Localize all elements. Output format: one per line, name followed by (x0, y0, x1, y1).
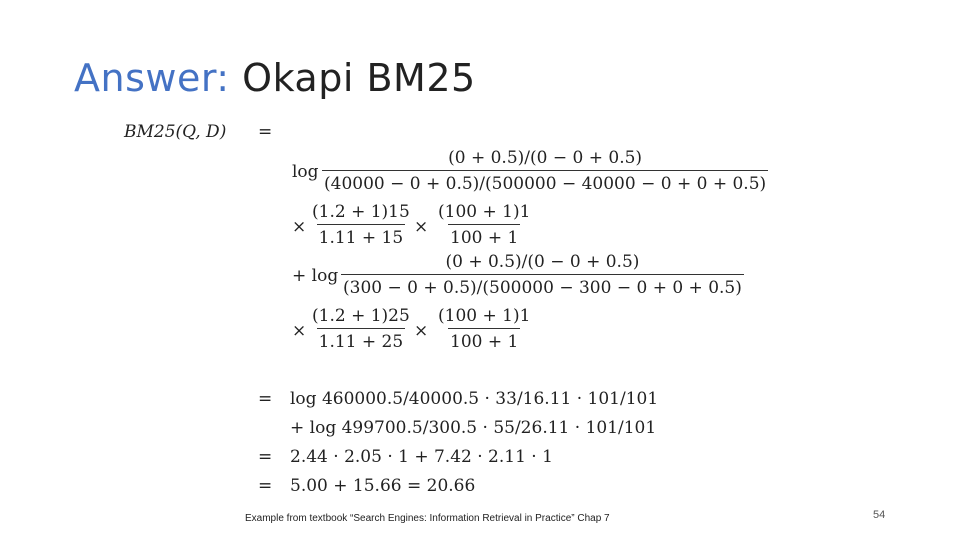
equation-equals: = (258, 122, 273, 142)
term1-log: log (292, 162, 319, 182)
term2-fraction (341, 252, 744, 298)
factor2-times-b: × (414, 321, 429, 341)
factor1-times-b: × (414, 217, 429, 237)
factor2-numerator-b: (100 + 1)1 (438, 306, 531, 326)
factor2-denominator-b: 100 + 1 (448, 328, 520, 352)
step3-equals: = (258, 447, 273, 467)
factor1-fraction-b (436, 202, 532, 248)
factor1-numerator-b: (100 + 1)1 (438, 202, 531, 222)
term2-denominator: (300 − 0 + 0.5)/(500000 − 300 − 0 + 0 + 0.5) (341, 274, 744, 298)
factor2-fraction-b (436, 306, 532, 352)
title-main: Okapi BM25 (229, 56, 476, 100)
term2-plus-log: + log (292, 266, 339, 286)
title-accent: Answer: (74, 56, 230, 100)
factor2-fraction-a (310, 306, 412, 352)
factor2-denominator-a: 1.11 + 25 (317, 328, 406, 352)
term1-denominator: (40000 − 0 + 0.5)/(500000 − 40000 − 0 + 0 + 0.5) (322, 170, 768, 194)
factor1-times-a: × (292, 217, 307, 237)
factor1-denominator-a: 1.11 + 15 (317, 224, 406, 248)
source-footnote: Example from textbook “Search Engines: Information Retrieval in Practice” Chap 7 (245, 513, 610, 524)
factor2-numerator-a: (1.2 + 1)25 (312, 306, 410, 326)
term1-numerator: (0 + 0.5)/(0 − 0 + 0.5) (448, 148, 643, 168)
step2-expression: + log 499700.5/300.5 · 55/26.11 · 101/101 (290, 418, 657, 438)
factor1-denominator-b: 100 + 1 (448, 224, 520, 248)
equation-lhs: BM25(Q, D) (124, 122, 227, 142)
term2-numerator: (0 + 0.5)/(0 − 0 + 0.5) (445, 252, 640, 272)
step3-expression: 2.44 · 2.05 · 1 + 7.42 · 2.11 · 1 (290, 447, 553, 467)
slide-title (74, 56, 476, 100)
term1-fraction (322, 148, 768, 194)
step4-equals: = (258, 476, 273, 496)
factor1-fraction-a (310, 202, 412, 248)
page-number: 54 (873, 509, 886, 521)
step1-expression: log 460000.5/40000.5 · 33/16.11 · 101/101 (290, 389, 659, 409)
factor1-numerator-a: (1.2 + 1)15 (312, 202, 410, 222)
step4-expression: 5.00 + 15.66 = 20.66 (290, 476, 476, 496)
step1-equals: = (258, 389, 273, 409)
factor2-times-a: × (292, 321, 307, 341)
